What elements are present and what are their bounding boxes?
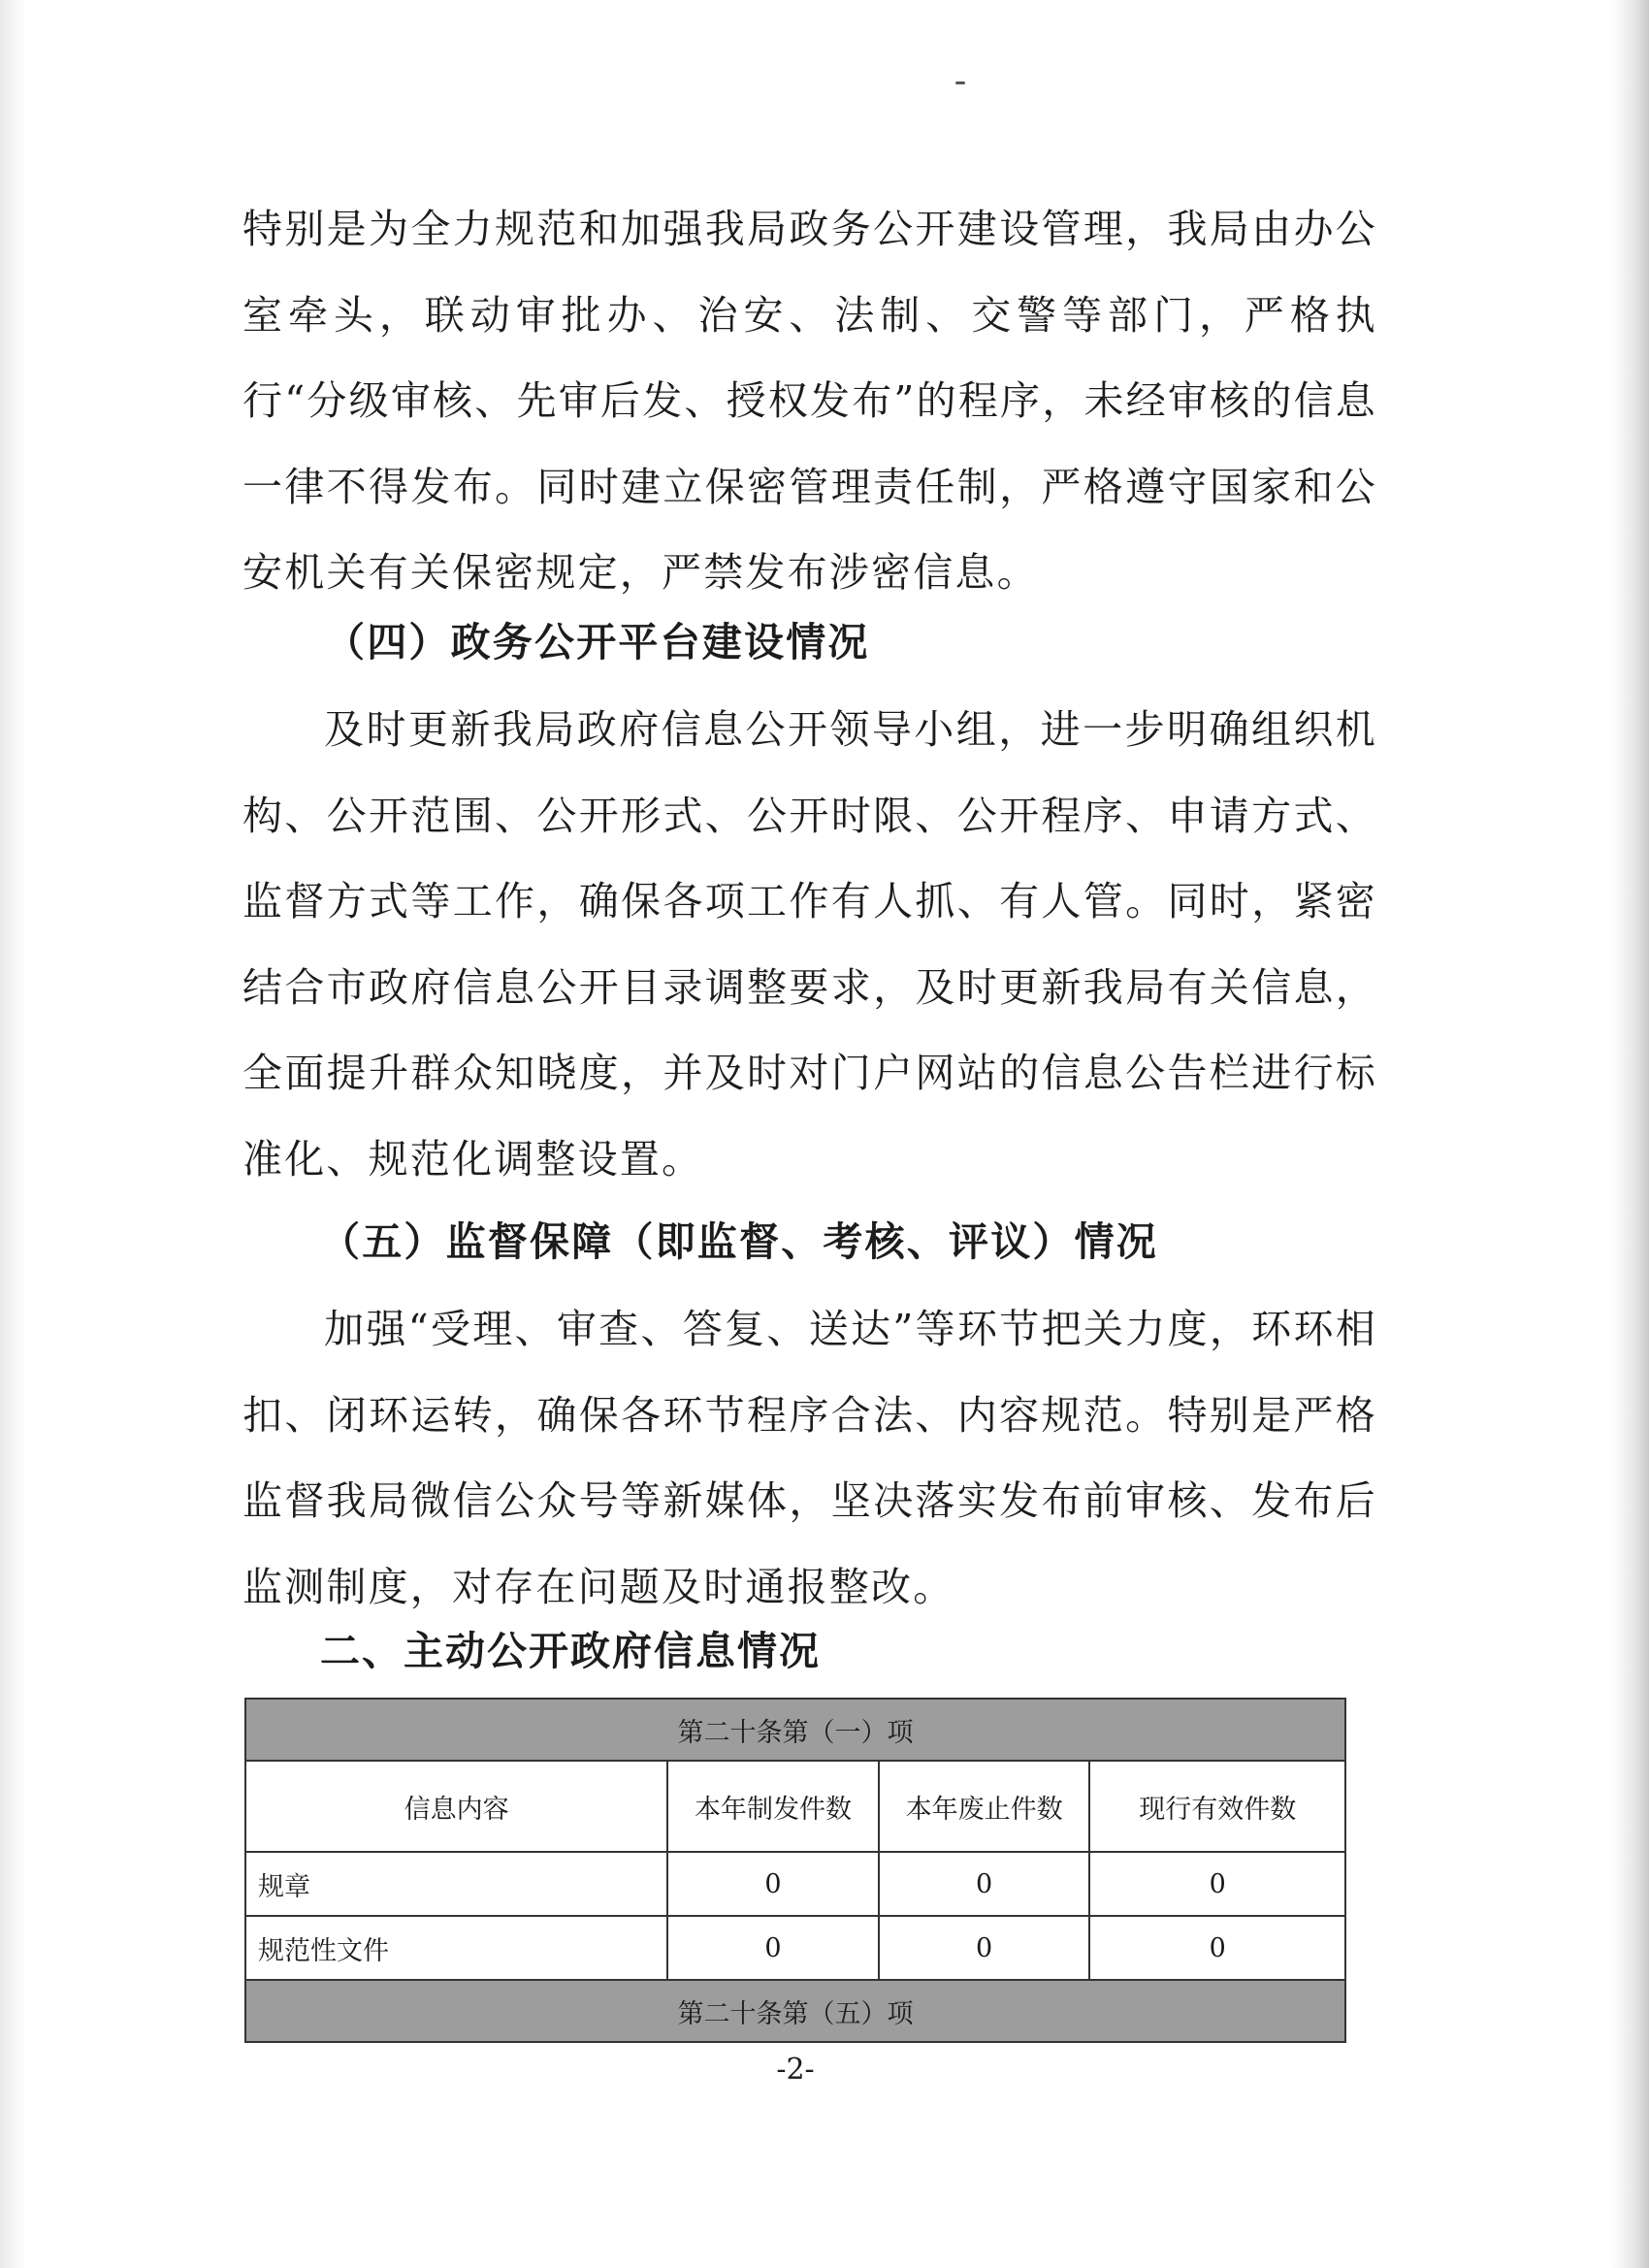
cell-value: 0 [1089, 1852, 1345, 1916]
scan-edge-left [0, 0, 27, 2268]
table-band-row [245, 1980, 1345, 2042]
paragraph-supervision: 加强“受理、审查、答复、送达”等环节把关力度，环环相扣、闭环运转，确保各环节程序合法、内容规范。特别是严格监督我局微信公众号等新媒体，坚决落实发布前审核、发布后监测制度，对存在问题及时通报整改。 [242, 1306, 1377, 1610]
header-currently-valid: 现行有效件数 [1089, 1761, 1345, 1852]
header-info-content: 信息内容 [245, 1761, 667, 1852]
cell-value: 0 [667, 1852, 879, 1916]
section-title-proactive-disclosure: 二、主动公开政府信息情况 [320, 1628, 821, 1674]
heading-supervision: （五）监督保障（即监督、考核、评议）情况 [320, 1218, 1158, 1265]
disclosure-table [244, 1698, 1346, 2043]
scan-speck [955, 81, 965, 84]
cell-value: 0 [1089, 1916, 1345, 1980]
scan-edge-right [1610, 0, 1649, 2268]
paragraph-platform-construction: 及时更新我局政府信息公开领导小组，进一步明确组织机构、公开范围、公开形式、公开时限、公开程序、申请方式、监督方式等工作，确保各项工作有人抓、有人管。同时，紧密结合市政府信息公开目录调整要求，及时更新我局有关信息，全面提升群众知晓度，并及时对门户网站的信息公告栏进行标准化、规范化调整设置。 [242, 706, 1377, 1183]
cell-value: 0 [667, 1916, 879, 1980]
table-row [245, 1852, 1345, 1916]
table-band-article-20-item-5: 第二十条第（五）项 [245, 1980, 1345, 2042]
header-issued-this-year: 本年制发件数 [667, 1761, 879, 1852]
table-band-article-20-item-1: 第二十条第（一）项 [245, 1699, 1345, 1761]
table-header-row [245, 1761, 1345, 1852]
cell-value: 0 [879, 1916, 1090, 1980]
header-abolished-this-year: 本年废止件数 [879, 1761, 1090, 1852]
row-label-regulations: 规章 [245, 1852, 667, 1916]
table-row [245, 1916, 1345, 1980]
row-label-normative-documents: 规范性文件 [245, 1916, 667, 1980]
page-number: -2- [776, 2053, 815, 2087]
table-band-row [245, 1699, 1345, 1761]
heading-platform-construction: （四）政务公开平台建设情况 [325, 619, 870, 665]
paragraph-confidentiality: 特别是为全力规范和加强我局政务公开建设管理，我局由办公室牵头，联动审批办、治安、法制、交警等部门，严格执行“分级审核、先审后发、授权发布”的程序，未经审核的信息一律不得发布。同时建立保密管理责任制，严格遵守国家和公安机关有关保密规定，严禁发布涉密信息。 [242, 206, 1377, 596]
cell-value: 0 [879, 1852, 1090, 1916]
